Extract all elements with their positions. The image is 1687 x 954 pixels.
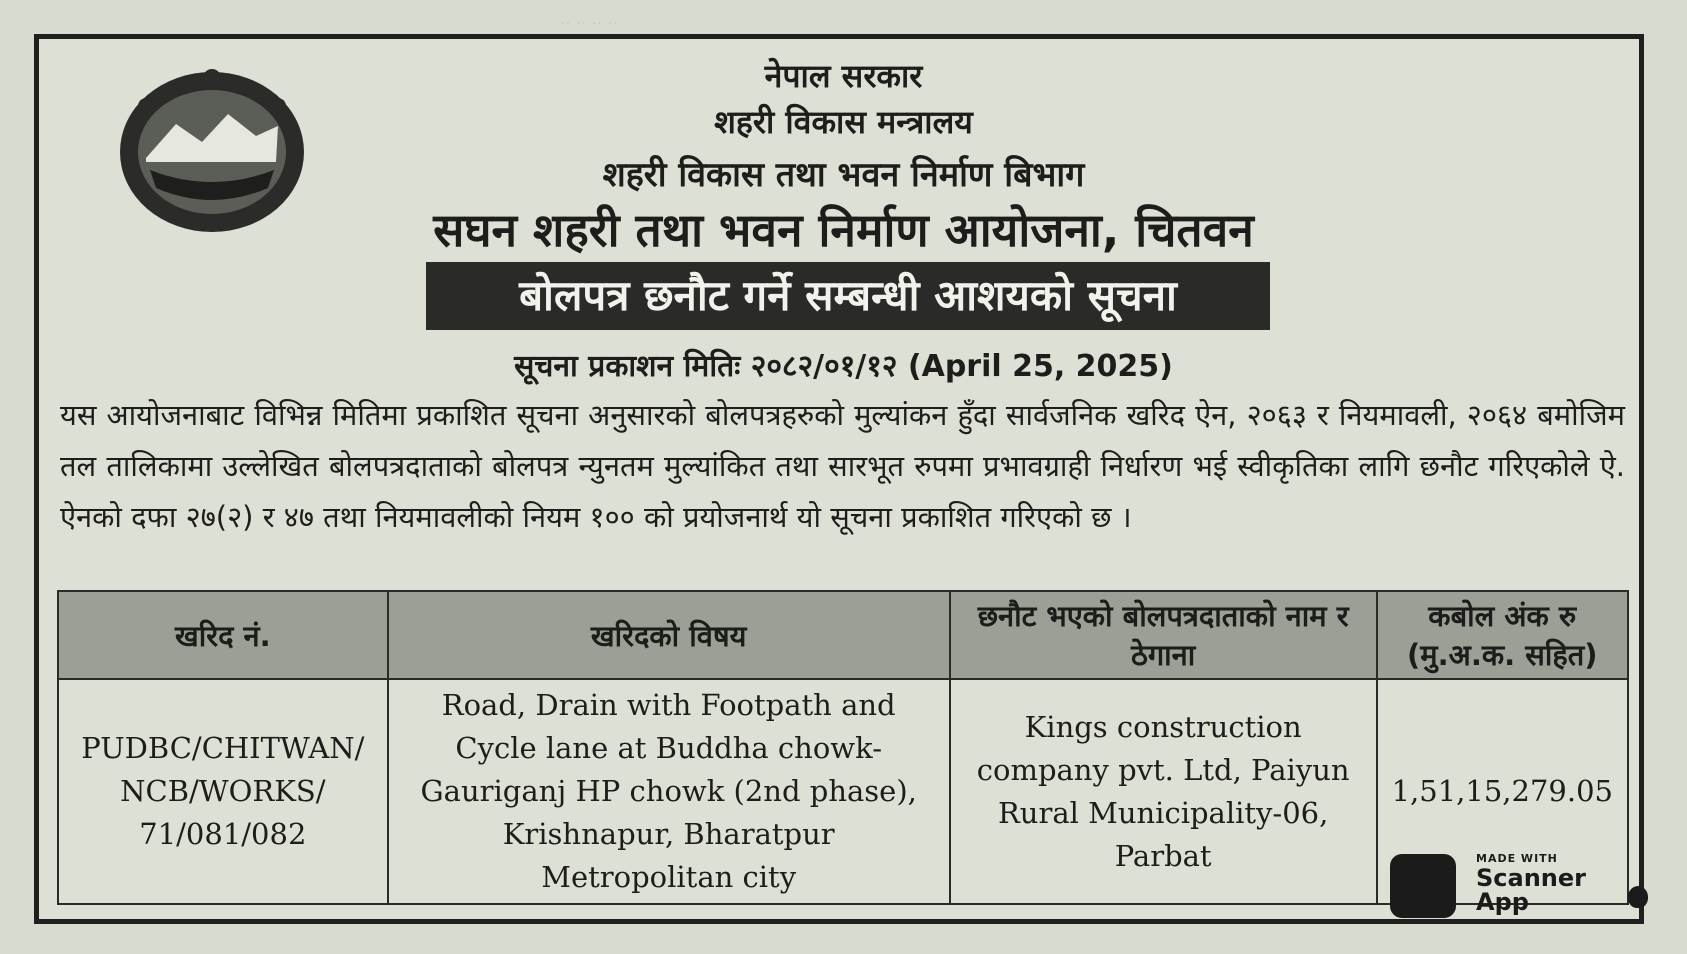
bleed-text: ‥ ‥ ‥ ‥ (560, 9, 618, 28)
cell-amount: 1,51,15,279.05 (1377, 679, 1628, 904)
scanner-app-watermark (1390, 852, 1660, 932)
header-ministry: शहरी विकास मन्त्रालय (714, 103, 973, 141)
header-bidder: छनौट भएको बोलपत्रदाताको नाम र ठेगाना (950, 591, 1377, 679)
cell-subject: Road, Drain with Footpath and Cycle lane at Buddha chowk- Gauriganj HP chowk (2nd phase), Krishnapur, Bharatpur Metropolitan city (388, 679, 950, 904)
body-paragraph: यस आयोजनाबाट विभिन्न मितिमा प्रकाशित सूचना अनुसारको बोलपत्रहरुको मुल्यांकन हुँदा सार्वजनिक खरिद ऐन, २०६३ र नियमावली, २०६४ बमोजिम तल तालिकामा उल्लेखित बोलपत्रदाताको बोलपत्र न्युनतम मुल्यांकित तथा सारभूत रुपमा प्रभावग्राही निर्धारण भई स्वीकृतिका लागि छनौट गरिएकोले ऐ. ऐनको दफा २७(२) र ४७ तथा नियमावलीको नियम १०० को प्रयोजनार्थ यो सूचना प्रकाशित गरिएको छ । (60, 398, 1625, 534)
header-department: शहरी विकास तथा भवन निर्माण बिभाग (602, 155, 1085, 195)
cell-bidder: Kings construction company pvt. Ltd, Paiyun Rural Municipality-06, Parbat (950, 679, 1377, 904)
watermark-app-name: Scanner App (1476, 864, 1586, 916)
table-header-row (58, 591, 1628, 679)
cell-procurement-no: PUDBC/CHITWAN/ NCB/WORKS/ 71/081/082 (58, 679, 388, 904)
header-project: सघन शहरी तथा भवन निर्माण आयोजना, चितवन (433, 203, 1254, 257)
publish-date: सूचना प्रकाशन मितिः २०८२/०१/१२ (April 25, 2025) (514, 349, 1173, 384)
header-amount: कबोल अंक रु (मु.अ.क. सहित) (1377, 591, 1628, 679)
scanner-app-logo-icon (1390, 854, 1456, 918)
watermark-made-with: MADE WITH (1476, 852, 1558, 865)
header-government: नेपाल सरकार (764, 57, 923, 95)
header-procurement-no: खरिद नं. (58, 591, 388, 679)
notice-banner: बोलपत्र छनौट गर्ने सम्बन्धी आशयको सूचना (426, 262, 1270, 330)
apple-icon (1628, 886, 1648, 908)
header-subject: खरिदको विषय (388, 591, 950, 679)
